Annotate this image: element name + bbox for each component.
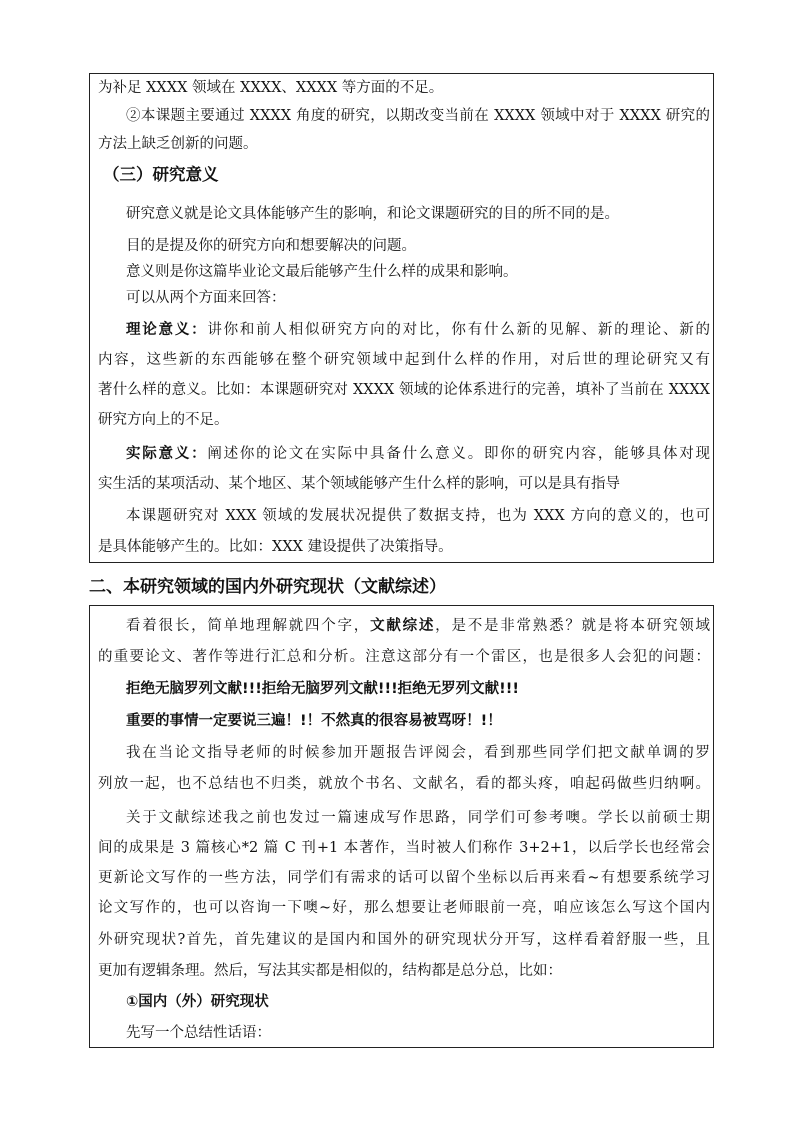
theory-label: 理论意义： [126, 321, 208, 338]
text-line: 关于文献综述我之前也发过一篇速成写作思路，同学们可参考噢。学长以前硕士期 [126, 810, 710, 826]
text-line: 间的成果是 3 篇核心*2 篇 C 刊+1 本著作，当时被人们称作 3+2+1，以后学长也经常会 [98, 840, 710, 856]
text-line: 的重要论文、著作等进行汇总和分析。注意这部分有一个雷区，也是很多人会犯的问题： [98, 649, 710, 665]
text-line: 研究方向上的不足。 [98, 412, 229, 428]
text-line: 内容，这些新的东西能够在整个研究领域中起到什么样的作用，对后世的理论研究又有 [98, 352, 710, 368]
text-line: 外研究现状?首先，首先建议的是国内和国外的研究现状分开写，这样看着舒服一些，且 [98, 932, 710, 948]
text-line: 是具体能够产生的。比如：XXX 建设提供了决策指导。 [98, 539, 453, 555]
practical-significance-line: 实际意义：阐述你的论文在实际中具备什么意义。即你的研究内容，能够具体对现 [126, 445, 710, 462]
practical-label: 实际意义： [126, 445, 208, 462]
text-line: 本课题研究对 XXX 领域的发展状况提供了数据支持，也为 XXX 方向的意义的，也可 [126, 508, 710, 524]
text-line: 论文写作的，也可以咨询一下噢~好，那么想要让老师眼前一亮，咱应该怎么写这个国内 [98, 900, 710, 916]
subheading: ①国内（外）研究现状 [126, 994, 269, 1010]
text-line: 我在当论文指导老师的时候参加开题报告评阅会，看到那些同学们把文献单调的罗 [126, 745, 710, 761]
text-line: 著什么样的意义。比如：本课题研究对 XXXX 领域的论体系进行的完善，填补了当前在 XXXX [98, 382, 710, 398]
text-line: 列放一起，也不总结也不归类，就放个书名、文献名，看的都头疼，咱起码做些归纳啊。 [98, 776, 710, 792]
text-line: 先写一个总结性话语： [126, 1025, 271, 1041]
paragraph: 可以从两个方面来回答： [126, 290, 286, 306]
paragraph: 意义则是你这篇毕业论文最后能够产生什么样的成果和影响。 [126, 264, 518, 280]
literature-review-term: 文献综述 [370, 617, 436, 634]
warning-text: 拒绝无脑罗列文献!!!拒给无脑罗列文献!!!拒绝无罗列文献!!! [126, 681, 520, 697]
theory-significance-line: 理论意义：讲你和前人相似研究方向的对比，你有什么新的见解、新的理论、新的 [126, 321, 710, 338]
warning-text: 重要的事情一定要说三遍！!！不然真的很容易被骂呀！!！ [126, 713, 502, 729]
text-line: 实生活的某项活动、某个地区、某个领域能够产生什么样的影响，可以是具有指导 [98, 476, 620, 492]
paragraph-line: 看着很长，简单地理解就四个字，文献综述，是不是非常熟悉？就是将本研究领域 [126, 617, 710, 634]
subsection-heading: （三）研究意义 [103, 165, 219, 184]
paragraph: 研究意义就是论文具体能够产生的影响，和论文课题研究的目的所不同的是。 [126, 206, 619, 222]
text-line: 更加有逻辑条理。然后，写法其实都是相似的，结构都是总分总，比如： [98, 963, 562, 979]
section-title: 二、本研究领域的国内外研究现状（文献综述） [89, 577, 446, 597]
text-line: 方法上缺乏创新的问题。 [98, 136, 258, 152]
text-line: ②本课题主要通过 XXXX 角度的研究，以期改变当前在 XXXX 领域中对于 XXXX 研究的 [126, 108, 710, 124]
paragraph: 目的是提及你的研究方向和想要解决的问题。 [126, 238, 416, 254]
text-line: 为补足 XXXX 领域在 XXXX、XXXX 等方面的不足。 [98, 80, 444, 96]
text-line: 更新论文写作的一些方法，同学们有需求的话可以留个坐标以后再来看~有想要系统学习 [98, 870, 710, 886]
